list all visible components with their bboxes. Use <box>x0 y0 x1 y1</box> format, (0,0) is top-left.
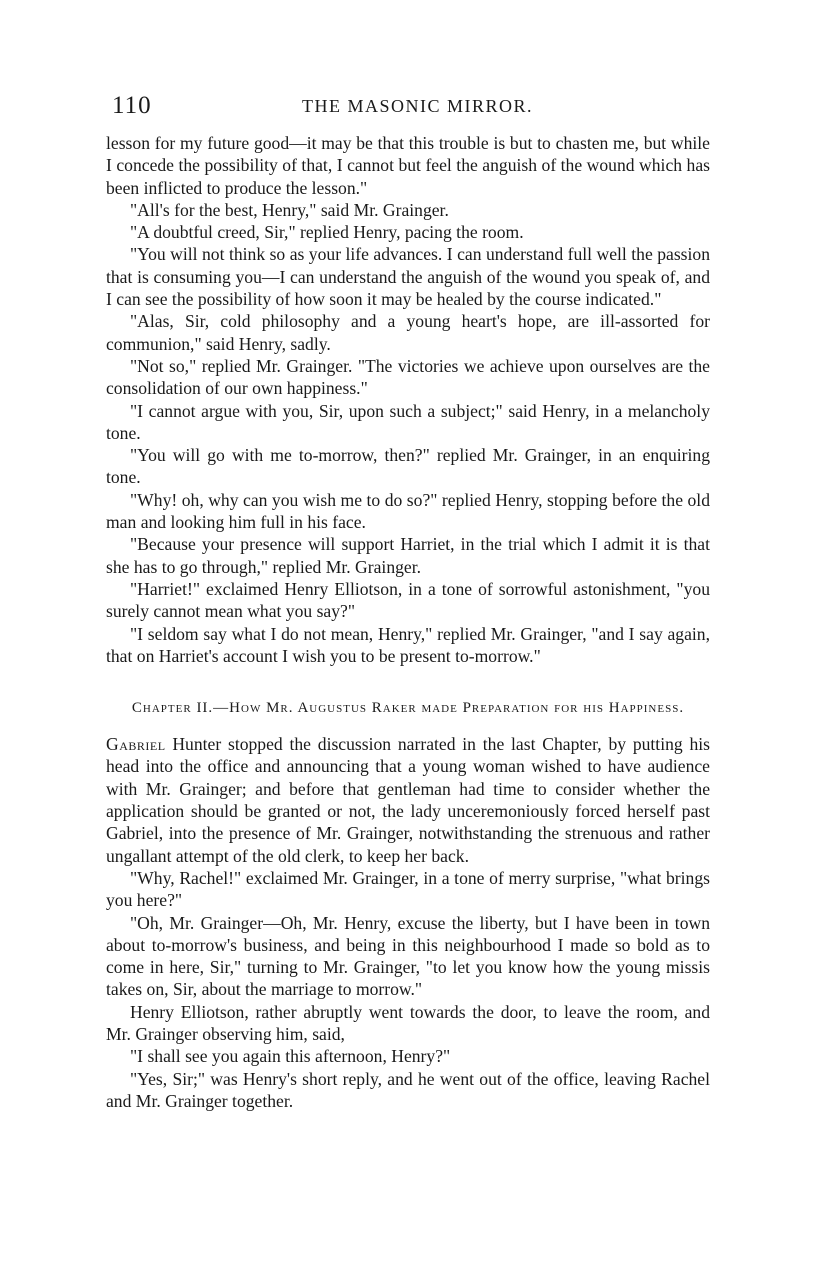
page-header <box>106 92 710 120</box>
paragraph: "Why, Rachel!" exclaimed Mr. Grainger, in a tone of merry surprise, "what brings you here?" <box>106 867 710 911</box>
paragraph: "Why! oh, why can you wish me to do so?" replied Henry, stopping before the old man and looking him full in his face. <box>106 489 710 533</box>
book-page <box>106 92 710 1112</box>
paragraph-continued: lesson for my future good—it may be that this trouble is but to chasten me, but while I concede the possibility of that, I cannot but feel the anguish of the wound which has been inflicted to produce the lesson." <box>106 133 710 198</box>
chapter-opening-paragraph <box>106 733 710 867</box>
body-text <box>106 132 710 667</box>
paragraph: "I seldom say what I do not mean, Henry," replied Mr. Grainger, "and I say again, that on Harriet's account I wish you to be present to-morrow." <box>106 623 710 666</box>
chapter-first-word: Gabriel <box>106 734 166 755</box>
chapter-heading: Chapter II.—How Mr. Augustus Raker made Preparation for his Happiness. <box>131 700 685 717</box>
paragraph: "Alas, Sir, cold philosophy and a young heart's hope, are ill-assorted for communion," said Henry, sadly. <box>106 311 710 354</box>
page-number: 110 <box>112 92 152 119</box>
chapter-opening-text: Hunter stopped the discussion narrated in the last Chapter, by putting his head into the office and announcing that a young woman wished to have audience with Mr. Grainger; and before that gentleman had time to consider whether the application should be granted or not, the lady unceremoniously forced herself past Gabriel, into the presence of Mr. Grainger, notwithstanding the strenuous and rather ungallant attempt of the old clerk, to keep her back. <box>106 734 710 866</box>
paragraph: "Harriet!" exclaimed Henry Elliotson, in a tone of sorrowful astonishment, "you surely cannot mean what you say?" <box>106 578 710 622</box>
paragraph: "Yes, Sir;" was Henry's short reply, and he went out of the office, leaving Rachel and Mr. Grainger together. <box>106 1068 710 1111</box>
paragraph: "Not so," replied Mr. Grainger. "The victories we achieve upon ourselves are the consolidation of our own happiness." <box>106 355 710 399</box>
paragraph: "You will not think so as your life advances. I can understand full well the passion that is consuming you—I can understand the anguish of the wound you speak of, and I can see the possibility of how soon it may be healed by the course indicated." <box>106 244 710 310</box>
running-title: THE MASONIC MIRROR. <box>302 96 534 116</box>
chapter-text <box>106 733 710 1112</box>
paragraph: "I cannot argue with you, Sir, upon such a subject;" said Henry, in a melancholy tone. <box>106 400 710 443</box>
paragraph: "All's for the best, Henry," said Mr. Grainger. <box>130 199 449 220</box>
paragraph: "A doubtful creed, Sir," replied Henry, pacing the room. <box>130 222 524 243</box>
paragraph: Henry Elliotson, rather abruptly went towards the door, to leave the room, and Mr. Grainger observing him, said, <box>106 1001 710 1044</box>
paragraph: "You will go with me to-morrow, then?" replied Mr. Grainger, in an enquiring tone. <box>106 445 710 488</box>
paragraph: "I shall see you again this afternoon, Henry?" <box>130 1046 451 1067</box>
paragraph: "Oh, Mr. Grainger—Oh, Mr. Henry, excuse the liberty, but I have been in town about to-morrow's business, and being in this neighbourhood I made so bold as to come in here, Sir," turning to Mr. Grainger, "to let you know how the young missis takes on, Sir, about the marriage to morrow." <box>106 912 710 1000</box>
paragraph: "Because your presence will support Harriet, in the trial which I admit it is that she has to go through," replied Mr. Grainger. <box>106 534 710 577</box>
